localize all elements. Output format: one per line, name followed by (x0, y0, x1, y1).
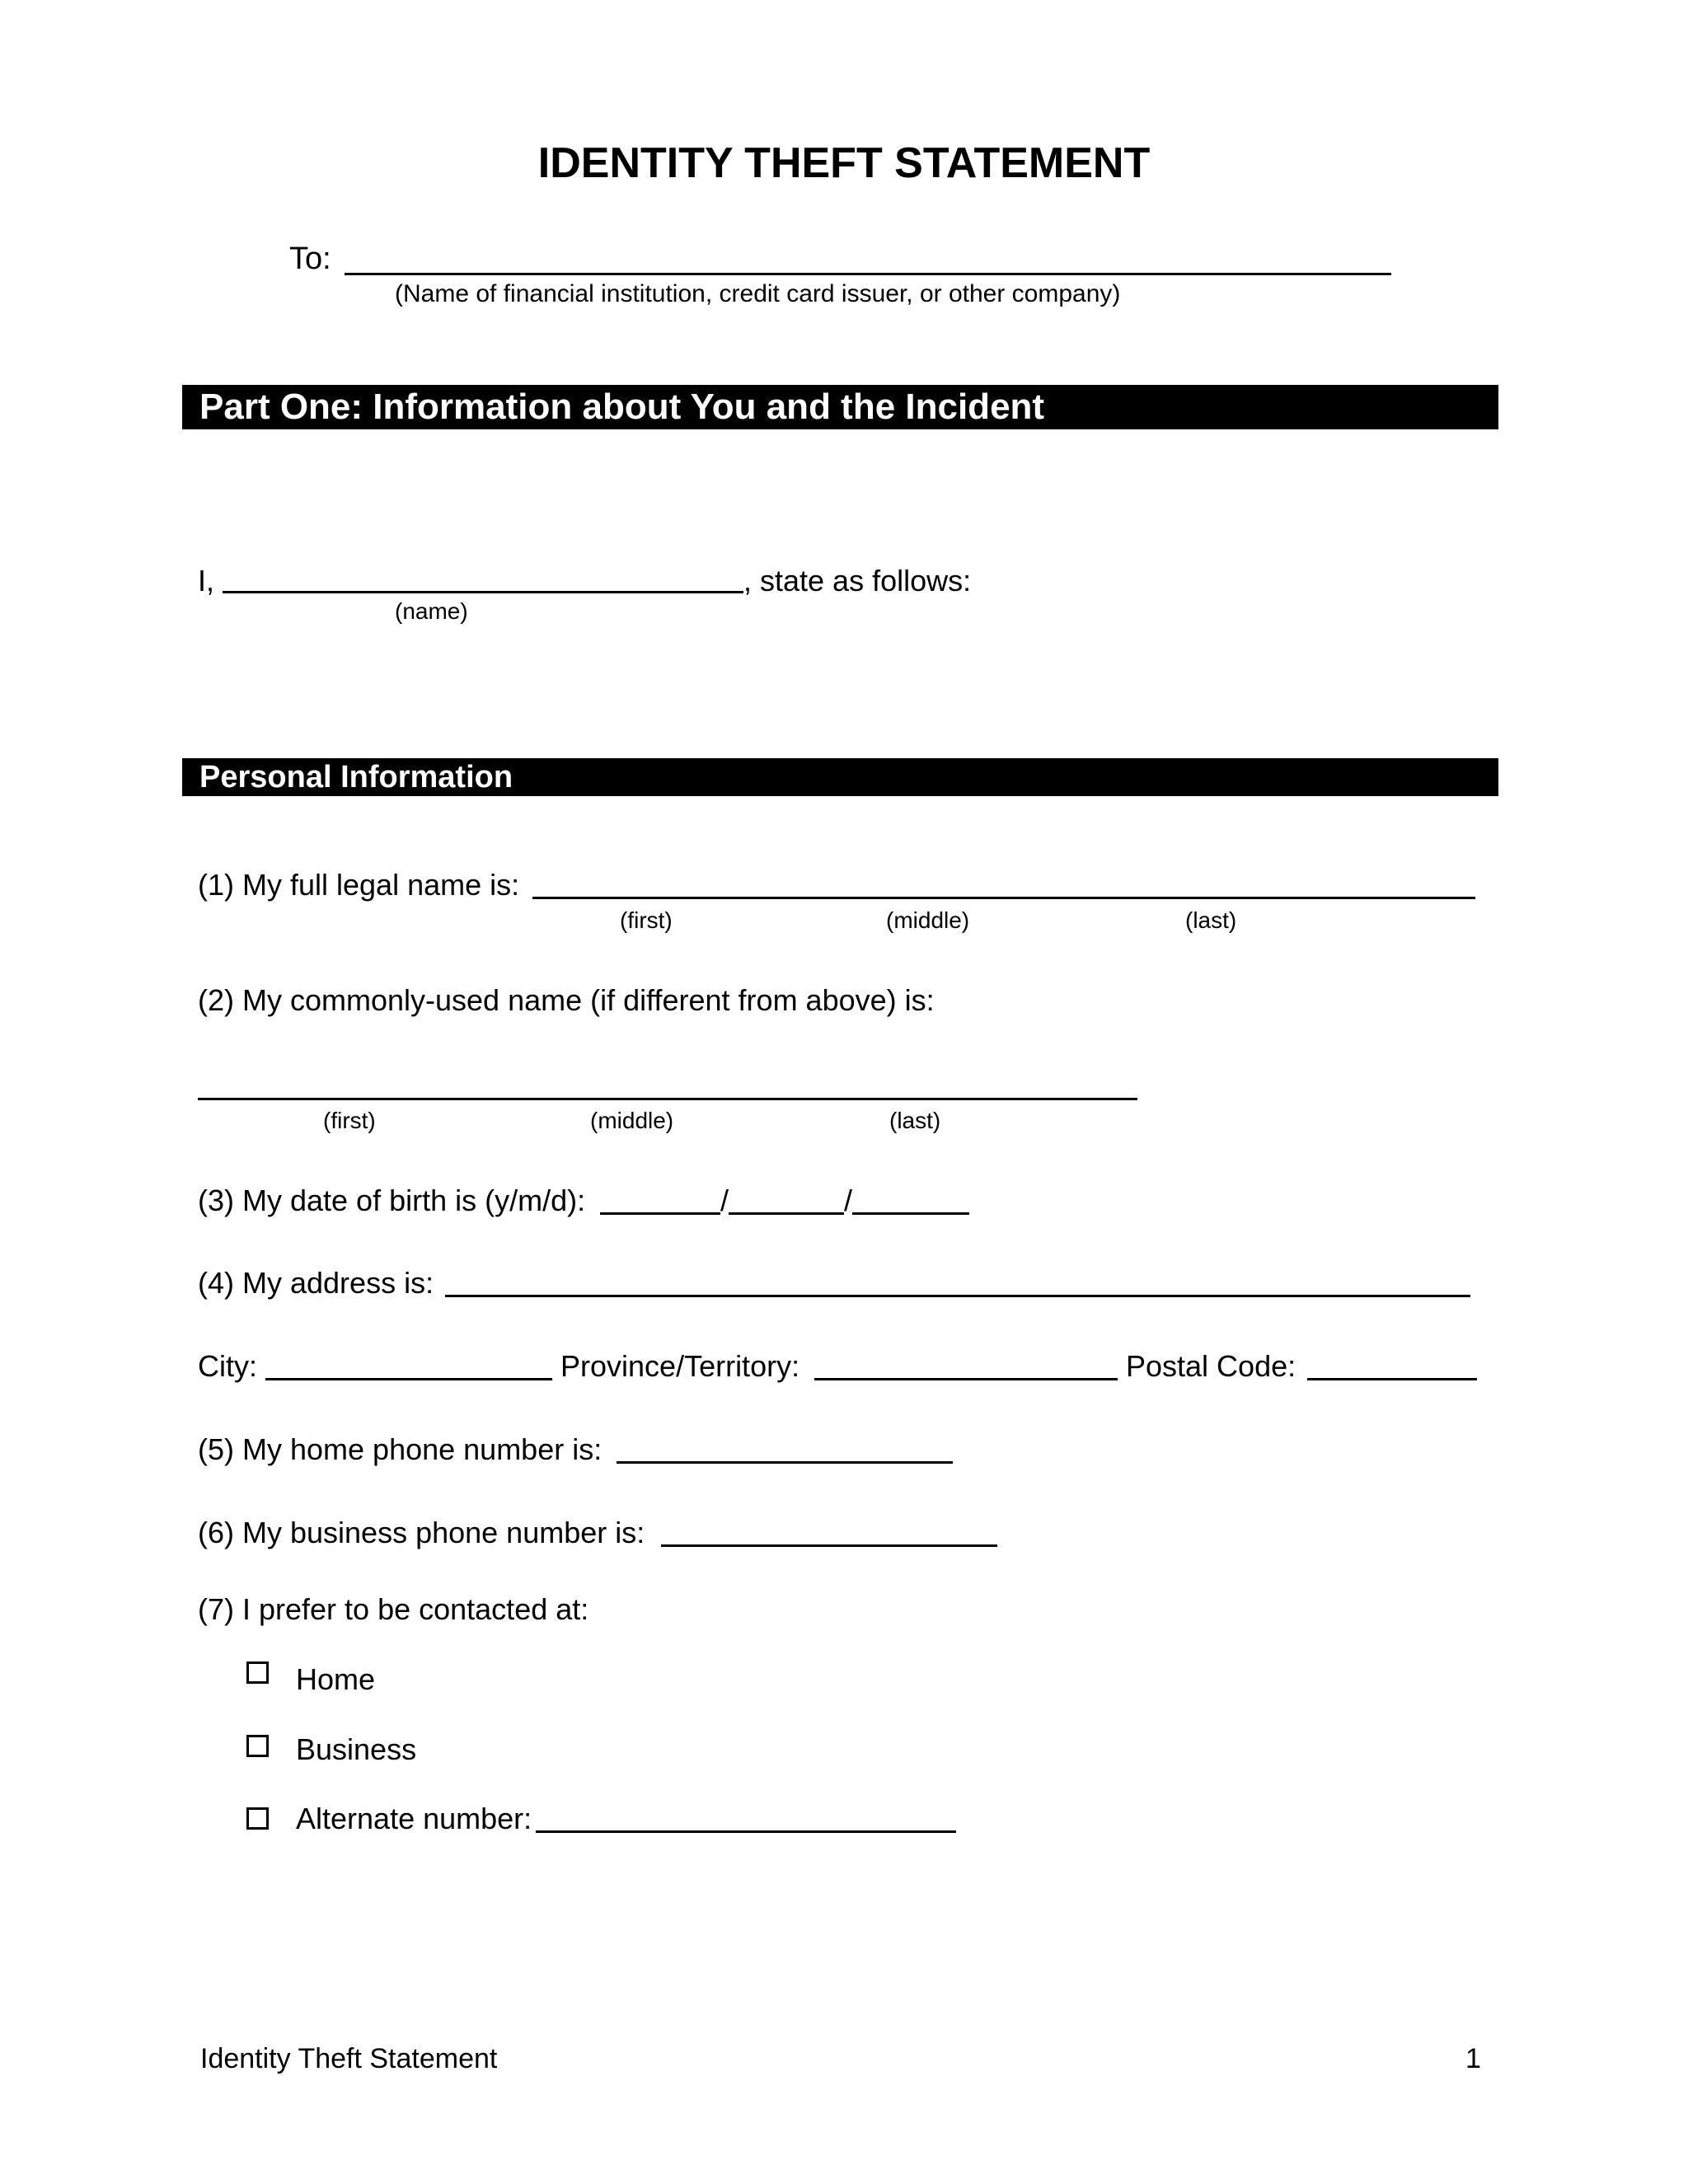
state-suffix: , state as follows: (743, 564, 972, 598)
personal-information-heading (182, 758, 1498, 796)
q7-label: (7) I prefer to be contacted at: (198, 1592, 589, 1626)
date-separator: / (720, 1183, 729, 1217)
postal-code-field[interactable] (1307, 1378, 1477, 1380)
q6-label: (6) My business phone number is: (198, 1516, 645, 1549)
birth-year-field[interactable] (600, 1212, 720, 1215)
alternate-number-field[interactable] (536, 1830, 956, 1833)
province-field[interactable] (814, 1378, 1118, 1380)
document-title: IDENTITY THEFT STATEMENT (537, 139, 1151, 187)
to-caption: (Name of financial institution, credit card issuer, or other company) (395, 280, 1121, 307)
declarant-name-field[interactable] (223, 591, 743, 593)
common-name-field[interactable] (198, 1098, 1137, 1100)
footer-document-name: Identity Theft Statement (200, 2043, 498, 2074)
business-checkbox[interactable] (246, 1735, 269, 1757)
date-separator: / (844, 1183, 853, 1217)
q1-caption-last: (last) (1185, 907, 1237, 933)
personal-information-heading-text: Personal Information (199, 759, 513, 794)
state-prefix: I, (198, 564, 215, 598)
birth-month-field[interactable] (729, 1212, 844, 1215)
q3-label: (3) My date of birth is (y/m/d): (198, 1183, 586, 1217)
home-phone-field[interactable] (617, 1461, 953, 1464)
city-field[interactable] (265, 1378, 552, 1380)
to-recipient-field[interactable] (345, 273, 1391, 275)
to-label: To: (289, 241, 331, 276)
business-option-label: Business (296, 1732, 417, 1766)
city-label: City: (198, 1349, 257, 1383)
q5-label: (5) My home phone number is: (198, 1432, 603, 1466)
part-one-heading (182, 385, 1498, 429)
alternate-number-checkbox[interactable] (246, 1807, 269, 1830)
full-legal-name-field[interactable] (532, 897, 1475, 899)
alternate-number-label: Alternate number: (296, 1802, 532, 1835)
home-checkbox[interactable] (246, 1661, 269, 1684)
q4-label: (4) My address is: (198, 1266, 434, 1300)
q1-caption-middle: (middle) (886, 907, 970, 933)
postal-code-label: Postal Code: (1126, 1349, 1296, 1383)
q2-caption-first: (first) (323, 1108, 376, 1133)
q2-caption-middle: (middle) (590, 1108, 674, 1133)
q1-caption-first: (first) (620, 907, 673, 933)
q2-caption-last: (last) (889, 1108, 941, 1133)
page-number: 1 (1465, 2043, 1481, 2074)
birth-day-field[interactable] (852, 1212, 969, 1215)
part-one-heading-text: Part One: Information about You and the Incident (199, 387, 1045, 427)
q1-label: (1) My full legal name is: (198, 868, 520, 902)
q2-label: (2) My commonly-used name (if different from above) is: (198, 983, 935, 1017)
address-field[interactable] (445, 1295, 1470, 1297)
business-phone-field[interactable] (661, 1544, 997, 1547)
province-label: Province/Territory: (560, 1349, 800, 1383)
home-option-label: Home (296, 1662, 376, 1696)
name-caption: (name) (395, 598, 468, 624)
